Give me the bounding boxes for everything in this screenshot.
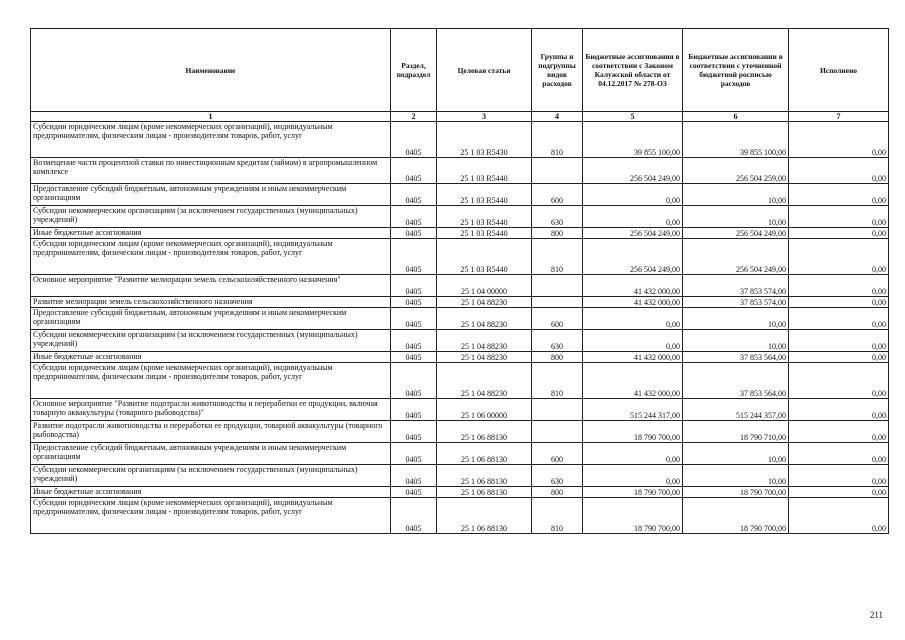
- table-row: [31, 443, 889, 465]
- column-number: 7: [789, 112, 889, 122]
- row-name: Иные бюджетные ассигнования: [31, 352, 391, 363]
- row-target: 25 1 04 00000: [437, 275, 532, 297]
- row-target: 25 1 04 88230: [437, 330, 532, 352]
- row-target: 25 1 04 88230: [437, 297, 532, 308]
- table-row: [31, 363, 889, 399]
- column-number: 4: [532, 112, 583, 122]
- row-name: Субсидии некоммерческим организациям (за исключением государственных (муниципальных) учреждений): [31, 330, 391, 352]
- row-done-amount: 0,00: [789, 158, 889, 184]
- table-body: [31, 122, 889, 534]
- row-law-amount: 39 855 100,00: [583, 122, 683, 158]
- row-name: Иные бюджетные ассигнования: [31, 228, 391, 239]
- row-done-amount: 0,00: [789, 122, 889, 158]
- row-section: 0405: [391, 352, 437, 363]
- row-group: 630: [532, 206, 583, 228]
- row-refined-amount: 10,00: [683, 465, 789, 487]
- row-section: 0405: [391, 228, 437, 239]
- row-law-amount: 41 432 000,00: [583, 297, 683, 308]
- row-name: Субсидии юридическим лицам (кроме некоммерческих организаций), индивидуальным предпринимателям, физическим лицам - производителям товаров, работ, услуг: [31, 239, 391, 275]
- table-row: [31, 399, 889, 421]
- row-name: Субсидии некоммерческим организациям (за исключением государственных (муниципальных) учреждений): [31, 206, 391, 228]
- row-done-amount: 0,00: [789, 399, 889, 421]
- row-done-amount: 0,00: [789, 275, 889, 297]
- row-group: 810: [532, 122, 583, 158]
- row-refined-amount: 10,00: [683, 308, 789, 330]
- row-law-amount: 515 244 317,00: [583, 399, 683, 421]
- row-section: 0405: [391, 297, 437, 308]
- row-section: 0405: [391, 330, 437, 352]
- row-section: 0405: [391, 184, 437, 206]
- row-target: 25 1 04 88230: [437, 352, 532, 363]
- row-law-amount: 0,00: [583, 184, 683, 206]
- row-law-amount: 18 790 700,00: [583, 498, 683, 534]
- table-row: [31, 158, 889, 184]
- row-done-amount: 0,00: [789, 228, 889, 239]
- row-refined-amount: 256 504 259,00: [683, 158, 789, 184]
- table-row: [31, 421, 889, 443]
- table-row: [31, 275, 889, 297]
- row-law-amount: 0,00: [583, 465, 683, 487]
- row-refined-amount: 37 853 564,00: [683, 352, 789, 363]
- row-target: 25 1 06 00000: [437, 399, 532, 421]
- table-row: [31, 352, 889, 363]
- row-refined-amount: 18 790 710,00: [683, 421, 789, 443]
- row-name: Основное мероприятие "Развитие мелиорации земель сельскохозяйственного назначения": [31, 275, 391, 297]
- row-section: 0405: [391, 421, 437, 443]
- row-target: 25 1 03 R5440: [437, 228, 532, 239]
- row-group: [532, 158, 583, 184]
- table-row: [31, 239, 889, 275]
- row-refined-amount: 18 790 700,00: [683, 487, 789, 498]
- row-section: 0405: [391, 206, 437, 228]
- table-row: [31, 297, 889, 308]
- row-target: 25 1 04 88230: [437, 363, 532, 399]
- row-name: Возмещение части процентной ставки по инвестиционным кредитам (займам) в агропромышленном комплексе: [31, 158, 391, 184]
- row-law-amount: 0,00: [583, 443, 683, 465]
- row-law-amount: 256 504 249,00: [583, 228, 683, 239]
- header-row: [31, 29, 889, 112]
- row-law-amount: 18 790 700,00: [583, 421, 683, 443]
- row-law-amount: 256 504 249,00: [583, 239, 683, 275]
- row-group: 600: [532, 308, 583, 330]
- row-name: Развитие подотрасли животноводства и переработки ее продукции, товарной аквакультуры (товарного рыбоводства): [31, 421, 391, 443]
- row-done-amount: 0,00: [789, 206, 889, 228]
- row-group: 630: [532, 330, 583, 352]
- table-row: [31, 465, 889, 487]
- row-law-amount: 41 432 000,00: [583, 275, 683, 297]
- row-refined-amount: 256 504 249,00: [683, 228, 789, 239]
- row-law-amount: 18 790 700,00: [583, 487, 683, 498]
- column-number: 6: [683, 112, 789, 122]
- column-number: 1: [31, 112, 391, 122]
- row-law-amount: 256 504 249,00: [583, 158, 683, 184]
- row-group: [532, 297, 583, 308]
- row-refined-amount: 10,00: [683, 330, 789, 352]
- row-group: 810: [532, 363, 583, 399]
- header-done: Исполнено: [789, 29, 889, 112]
- page-number: 211: [869, 610, 883, 620]
- header-target: Целевая статья: [437, 29, 532, 112]
- row-refined-amount: 10,00: [683, 184, 789, 206]
- header-name: Наименование: [31, 29, 391, 112]
- row-done-amount: 0,00: [789, 465, 889, 487]
- row-name: Основное мероприятие "Развитие подотрасли животноводства и переработки ее продукции, включая товарную аквакультуры (товарного рыбоводства)": [31, 399, 391, 421]
- row-refined-amount: 256 504 249,00: [683, 239, 789, 275]
- row-done-amount: 0,00: [789, 330, 889, 352]
- column-number-row: [31, 112, 889, 122]
- row-group: 600: [532, 443, 583, 465]
- row-done-amount: 0,00: [789, 443, 889, 465]
- row-group: 810: [532, 498, 583, 534]
- table-row: [31, 206, 889, 228]
- row-section: 0405: [391, 399, 437, 421]
- row-target: 25 1 03 R5440: [437, 184, 532, 206]
- row-refined-amount: 39 855 100,00: [683, 122, 789, 158]
- header-group: Группы и подгруппы видов расходов: [532, 29, 583, 112]
- row-refined-amount: 37 853 574,00: [683, 297, 789, 308]
- row-law-amount: 0,00: [583, 330, 683, 352]
- row-refined-amount: 10,00: [683, 206, 789, 228]
- table-row: [31, 498, 889, 534]
- header-law: Бюджетные ассигнования в соответствии с Законом Калужской области от 04.12.2017 № 278-ОЗ: [583, 29, 683, 112]
- row-group: [532, 275, 583, 297]
- row-target: 25 1 03 R5440: [437, 206, 532, 228]
- row-name: Развитие мелиорации земель сельскохозяйственного назначения: [31, 297, 391, 308]
- row-done-amount: 0,00: [789, 421, 889, 443]
- table-row: [31, 184, 889, 206]
- row-target: 25 1 03 R5440: [437, 239, 532, 275]
- row-section: 0405: [391, 487, 437, 498]
- table-row: [31, 308, 889, 330]
- row-group: 800: [532, 352, 583, 363]
- row-done-amount: 0,00: [789, 498, 889, 534]
- row-done-amount: 0,00: [789, 352, 889, 363]
- row-refined-amount: 10,00: [683, 443, 789, 465]
- row-refined-amount: 18 790 700,00: [683, 498, 789, 534]
- row-name: Субсидии юридическим лицам (кроме некоммерческих организаций), индивидуальным предпринимателям, физическим лицам - производителям товаров, работ, услуг: [31, 498, 391, 534]
- row-section: 0405: [391, 275, 437, 297]
- row-done-amount: 0,00: [789, 239, 889, 275]
- row-group: [532, 399, 583, 421]
- row-refined-amount: 37 853 574,00: [683, 275, 789, 297]
- row-group: 630: [532, 465, 583, 487]
- row-section: 0405: [391, 239, 437, 275]
- row-group: 600: [532, 184, 583, 206]
- row-name: Иные бюджетные ассигнования: [31, 487, 391, 498]
- row-law-amount: 41 432 000,00: [583, 352, 683, 363]
- row-refined-amount: 37 853 564,00: [683, 363, 789, 399]
- row-target: 25 1 06 88130: [437, 498, 532, 534]
- row-name: Субсидии юридическим лицам (кроме некоммерческих организаций), индивидуальным предпринимателям, физическим лицам - производителям товаров, работ, услуг: [31, 122, 391, 158]
- row-group: 800: [532, 487, 583, 498]
- row-section: 0405: [391, 308, 437, 330]
- table-row: [31, 122, 889, 158]
- column-number: 5: [583, 112, 683, 122]
- row-target: 25 1 06 88130: [437, 443, 532, 465]
- row-law-amount: 0,00: [583, 308, 683, 330]
- row-done-amount: 0,00: [789, 184, 889, 206]
- row-name: Субсидии некоммерческим организациям (за исключением государственных (муниципальных) учреждений): [31, 465, 391, 487]
- header-refined: Бюджетные ассигновании в соответствии с уточненной бюджетной росписью расходов: [683, 29, 789, 112]
- row-group: [532, 421, 583, 443]
- row-section: 0405: [391, 465, 437, 487]
- row-section: 0405: [391, 363, 437, 399]
- row-target: 25 1 06 88130: [437, 465, 532, 487]
- table-row: [31, 487, 889, 498]
- row-target: 25 1 03 R5430: [437, 122, 532, 158]
- row-section: 0405: [391, 443, 437, 465]
- row-section: 0405: [391, 498, 437, 534]
- row-target: 25 1 06 88130: [437, 421, 532, 443]
- row-name: Предоставление субсидий бюджетным, автономным учреждениям и иным некоммерческим организациям: [31, 308, 391, 330]
- row-section: 0405: [391, 158, 437, 184]
- row-group: 810: [532, 239, 583, 275]
- row-law-amount: 41 432 000,00: [583, 363, 683, 399]
- table-row: [31, 228, 889, 239]
- budget-table: [30, 28, 889, 534]
- row-law-amount: 0,00: [583, 206, 683, 228]
- header-section: Раздел, подраздел: [391, 29, 437, 112]
- row-group: 800: [532, 228, 583, 239]
- row-name: Субсидии юридическим лицам (кроме некоммерческих организаций), индивидуальным предпринимателям, физическим лицам - производителям товаров, работ, услуг: [31, 363, 391, 399]
- column-number: 3: [437, 112, 532, 122]
- row-target: 25 1 04 88230: [437, 308, 532, 330]
- row-section: 0405: [391, 122, 437, 158]
- row-refined-amount: 515 244 357,00: [683, 399, 789, 421]
- row-name: Предоставление субсидий бюджетным, автономным учреждениям и иным некоммерческим организациям: [31, 184, 391, 206]
- row-done-amount: 0,00: [789, 297, 889, 308]
- column-number: 2: [391, 112, 437, 122]
- row-done-amount: 0,00: [789, 363, 889, 399]
- table-row: [31, 330, 889, 352]
- row-target: 25 1 03 R5440: [437, 158, 532, 184]
- row-name: Предоставление субсидий бюджетным, автономным учреждениям и иным некоммерческим организациям: [31, 443, 391, 465]
- row-target: 25 1 06 88130: [437, 487, 532, 498]
- row-done-amount: 0,00: [789, 487, 889, 498]
- row-done-amount: 0,00: [789, 308, 889, 330]
